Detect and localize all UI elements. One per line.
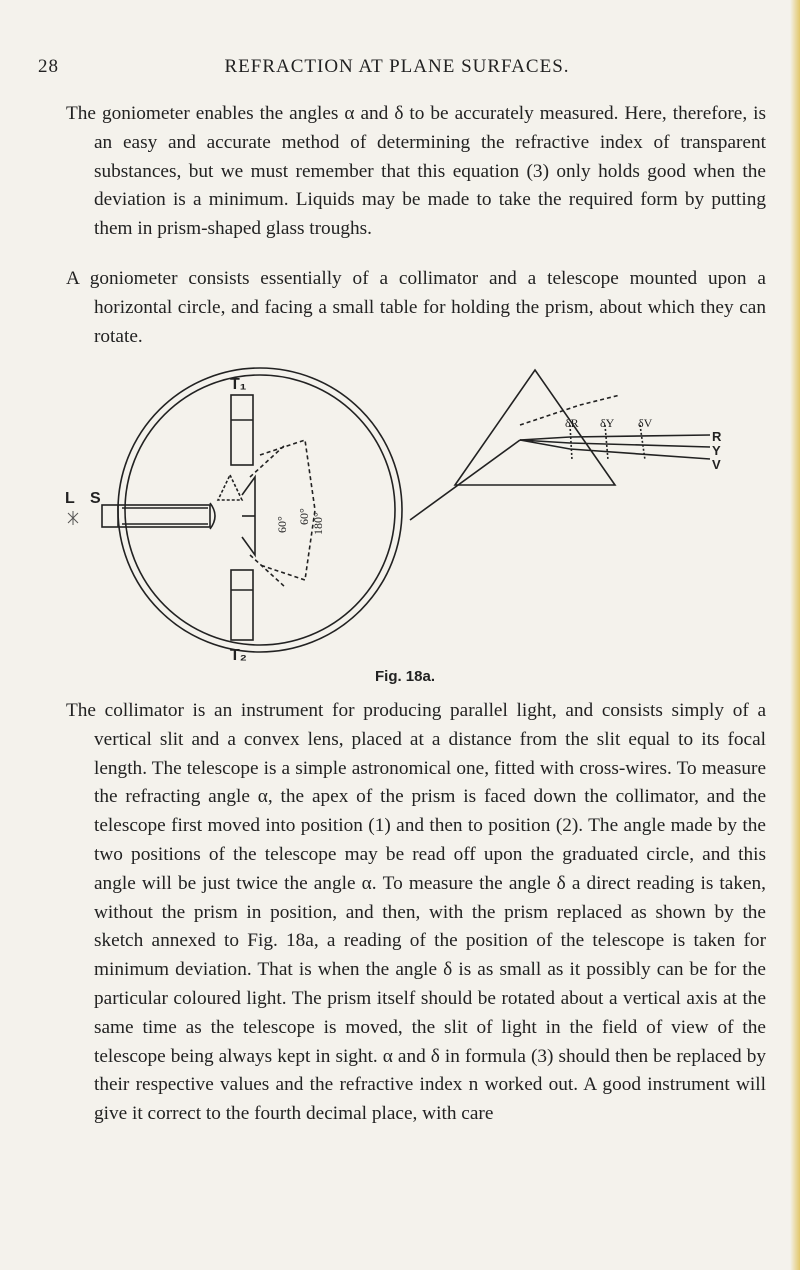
page-number: 28 xyxy=(38,56,59,77)
inner-circle xyxy=(125,375,395,645)
page-edge xyxy=(790,0,800,1270)
label-angle-3: 180° xyxy=(311,512,325,535)
telescope-t2 xyxy=(231,570,253,640)
label-delta-r: δR xyxy=(565,416,579,430)
paragraph-3: The collimator is an instrument for producing parallel light, and consists simply of a vertical slit and a convex lens, placed at a distance from the slit equal to its focal length. The telescope is a simple astronomical one, fitted with cross-wires. To measure the refracting angle α, the apex of the prism is faced down the collimator, and the telescope first moved into position (1) and then to position (2). The angle made by the two positions of the telescope may be read off upon the graduated circle, and this angle will be just twice the angle α. To measure the angle δ a direct reading is taken, without the prism in position, and then, with the prism replaced as shown by the sketch annexed to Fig. 18a, a reading of the position of the telescope is taken for minimum deviation. That is when the angle δ is as small as it possibly can be for the particular coloured light. The prism itself should be rotated about a vertical axis at the same time as the telescope is moved, the slit of light in the field of view of the telescope being always kept in sight. α and δ in formula (3) should then be replaced by their respective values and the refractive index n worked out. A good instrument will give it correct to the fourth decimal place, with care xyxy=(66,700,766,1125)
figure-caption: Fig. 18a. xyxy=(374,668,436,685)
goniometer-figure xyxy=(60,365,760,665)
paragraph-2: A goniometer consists essentially of a collimator and a telescope mounted upon a horizontal circle, and facing a small table for holding the prism, about which they can rotate. xyxy=(66,268,766,347)
running-header xyxy=(38,56,756,86)
label-t1: T₁ xyxy=(230,376,247,393)
running-title: REFRACTION AT PLANE SURFACES. xyxy=(224,56,570,77)
label-angle-1: 60° xyxy=(275,516,289,533)
label-v: V xyxy=(712,457,721,472)
label-l: L xyxy=(65,490,75,507)
prism xyxy=(218,475,242,500)
label-delta-v: δV xyxy=(638,416,653,430)
label-r: R xyxy=(712,429,722,444)
label-t2: T₂ xyxy=(230,647,247,664)
graduated-circle xyxy=(118,368,402,652)
small-prism xyxy=(455,370,615,485)
label-y: Y xyxy=(712,443,721,458)
label-angle-2: 60° xyxy=(297,508,311,525)
label-s: S xyxy=(90,490,101,507)
paragraph-1: The goniometer enables the angles α and δ to be accurately measured. Here, therefore, is an easy and accurate method of determining the refractive index of transparent substances, but we must remember that this equation (3) only holds good when the deviation is a minimum. Liquids may be made to take the required form by putting them in prism-shaped glass troughs. xyxy=(66,103,766,240)
label-delta-y: δY xyxy=(600,416,615,430)
telescope-t1 xyxy=(231,395,253,465)
